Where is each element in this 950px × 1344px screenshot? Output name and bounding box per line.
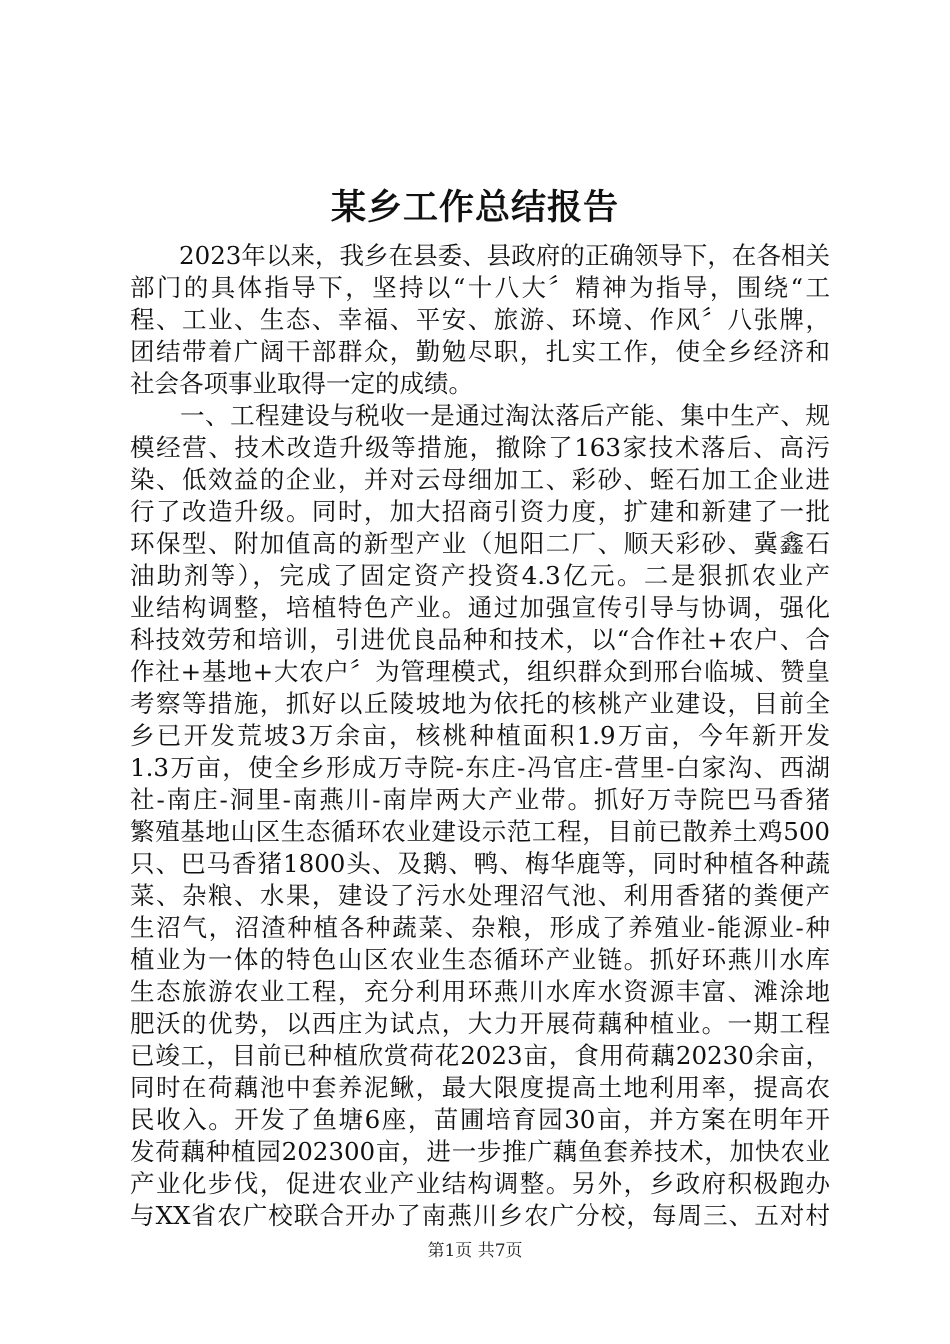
body-line: 行了改造升级。同时，加大招商引资力度，扩建和新建了一批	[130, 497, 830, 526]
body-line: 繁殖基地山区生态循环农业建设示范工程，目前已散养土鸡500	[130, 817, 830, 846]
body-line: 部门的具体指导下，坚持以“十八大〞精神为指导，围绕“工	[130, 273, 830, 302]
body-line: 生态旅游农业工程，充分利用环燕川水库水资源丰富、滩涂地	[130, 977, 830, 1006]
body-line: 模经营、技术改造升级等措施，撤除了163家技术落后、高污	[130, 433, 830, 462]
body-line: 产业化步伐，促进农业产业结构调整。另外，乡政府积极跑办	[130, 1169, 830, 1198]
body-line: 民收入。开发了鱼塘6座，苗圃培育园30亩，并方案在明年开	[130, 1105, 830, 1134]
page-footer: 第1页 共7页	[427, 1241, 523, 1261]
body-line: 油助剂等），完成了固定资产投资4.3亿元。二是狠抓农业产	[130, 561, 830, 590]
body-line: 社-南庄-洞里-南燕川-南岸两大产业带。抓好万寺院巴马香猪	[130, 785, 830, 814]
body-line: 业结构调整，培植特色产业。通过加强宣传引导与协调，强化	[130, 593, 830, 622]
body-line: 一、工程建设与税收一是通过淘汰落后产能、集中生产、规	[130, 401, 830, 430]
body-line: 只、巴马香猪1800头、及鹅、鸭、梅华鹿等，同时种植各种蔬	[130, 849, 830, 878]
body-line: 与XX省农广校联合开办了南燕川乡农广分校，每周三、五对村	[130, 1201, 830, 1230]
body-line: 同时在荷藕池中套养泥鳅，最大限度提高土地利用率，提高农	[130, 1073, 830, 1102]
body-line: 环保型、附加值高的新型产业（旭阳二厂、顺天彩砂、冀鑫石	[130, 529, 830, 558]
body-line: 发荷藕种植园202300亩，进一步推广藕鱼套养技术，加快农业	[130, 1137, 830, 1166]
body-line: 1.3万亩，使全乡形成万寺院-东庄-冯官庄-营里-白家沟、西湖	[130, 753, 830, 782]
body-line: 乡已开发荒坡3万余亩，核桃种植面积1.9万亩，今年新开发	[130, 721, 830, 750]
body-line: 程、工业、生态、幸福、平安、旅游、环境、作风〞八张牌，	[130, 305, 830, 334]
page-title: 某乡工作总结报告	[330, 187, 619, 228]
body-line: 植业为一体的特色山区农业生态循环产业链。抓好环燕川水库	[130, 945, 830, 974]
body-line: 2023年以来，我乡在县委、县政府的正确领导下，在各相关	[130, 241, 830, 270]
body-line: 团结带着广阔干部群众，勤勉尽职，扎实工作，使全乡经济和	[130, 337, 830, 366]
body-line: 生沼气，沼渣种植各种蔬菜、杂粮，形成了养殖业-能源业-种	[130, 913, 830, 942]
body-line: 社会各项事业取得一定的成绩。	[130, 369, 473, 398]
body-line: 肥沃的优势，以西庄为试点，大力开展荷藕种植业。一期工程	[130, 1009, 830, 1038]
body-line: 考察等措施，抓好以丘陵坡地为依托的核桃产业建设，目前全	[130, 689, 830, 718]
body-line: 已竣工，目前已种植欣赏荷花2023亩，食用荷藕20230余亩，	[130, 1041, 830, 1070]
body-line: 科技效劳和培训，引进优良品种和技术，以“合作社+农户、合	[130, 625, 830, 654]
body-line: 作社+基地+大农户〞为管理模式，组织群众到邢台临城、赞皇	[130, 657, 830, 686]
body-line: 菜、杂粮、水果，建设了污水处理沼气池、利用香猪的粪便产	[130, 881, 830, 910]
body-line: 染、低效益的企业，并对云母细加工、彩砂、蛭石加工企业进	[130, 465, 830, 494]
